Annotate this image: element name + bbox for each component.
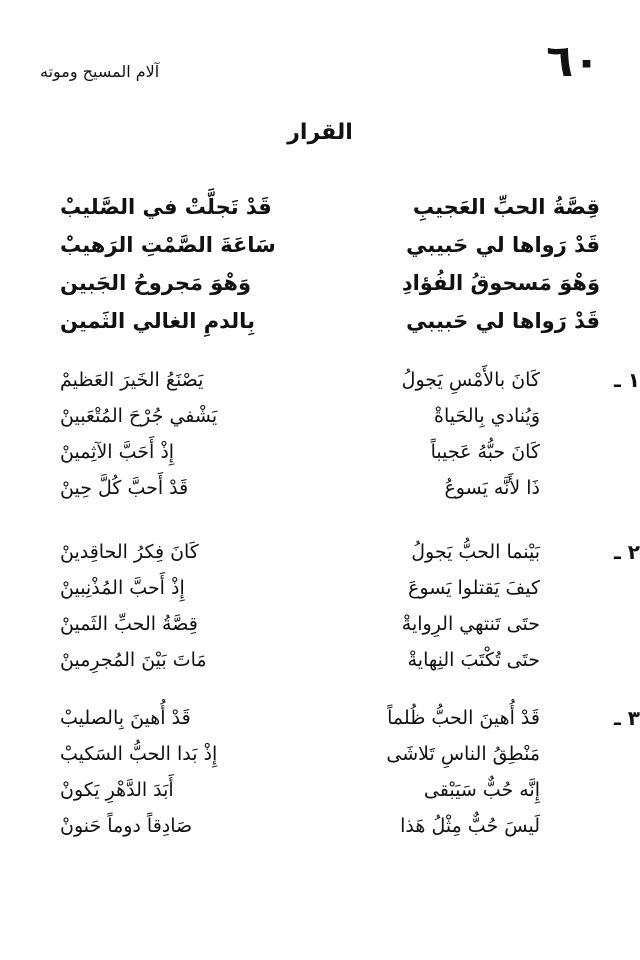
- running-title: آلام المسيح وموته: [40, 62, 160, 81]
- right-hemistich: كَانَ حبُّهُ عَجيباً: [430, 441, 540, 463]
- left-hemistich: إِذْ أَحبَّ المُذْنِبينْ: [60, 577, 185, 599]
- stanza-number: ٣ ـ: [613, 706, 640, 730]
- right-hemistich: كيفَ يَقتلوا يَسوعَ: [408, 577, 540, 599]
- right-hemistich: مَنْطِقُ الناسِ تَلاشَى: [386, 743, 540, 765]
- verse-line: [60, 362, 540, 398]
- verse-line: [60, 570, 540, 606]
- right-hemistich: حتَى تُكْتَبَ النِهايةْ: [407, 649, 540, 671]
- verse-line: [60, 434, 540, 470]
- right-hemistich: بَيْنما الحبُّ يَجولُ: [411, 541, 540, 563]
- verse-line: [60, 808, 540, 844]
- right-hemistich: وَيُنادي بِالحَياةْ: [434, 405, 540, 427]
- stanza-number: ٢ ـ: [613, 540, 640, 564]
- refrain-line: [60, 302, 600, 340]
- refrain-line: [60, 226, 600, 264]
- right-hemistich: ذَا لأَنَّه يَسوعُ: [444, 477, 540, 499]
- left-hemistich: قَدْ أَحبَّ كُلَّ حِينْ: [60, 477, 189, 499]
- verse-line: [60, 606, 540, 642]
- right-hemistich: كَانَ بالأَمْسِ يَجولُ: [401, 369, 540, 391]
- verse-line: [60, 534, 540, 570]
- stanza-lines: [60, 362, 540, 506]
- left-hemistich: كَانَ فِكرُ الحاقِدينْ: [60, 541, 199, 563]
- refrain-left-hemistich: وَهْوَ مَجروحُ الجَبين: [60, 271, 252, 295]
- left-hemistich: قَدْ أُهينَ بِالصليبْ: [60, 707, 191, 729]
- left-hemistich: إِذْ بَدا الحبُّ السَكيبْ: [60, 743, 218, 765]
- stanza-number: ١ ـ: [613, 368, 640, 392]
- right-hemistich: إِنَّه حُبٌّ سَيَبْقى: [423, 779, 540, 801]
- stanza-lines: [60, 700, 540, 844]
- refrain-line: [60, 188, 600, 226]
- verse-line: [60, 470, 540, 506]
- right-hemistich: لَيسَ حُبٌّ مِثْلُ هَذا: [400, 815, 540, 837]
- stanza-lines: [60, 534, 540, 678]
- refrain-right-hemistich: قَدْ رَواها لي حَبيبي: [406, 233, 600, 257]
- left-hemistich: إِذْ أَحَبَّ الآثِمينْ: [60, 441, 175, 463]
- left-hemistich: مَاتَ بَيْنَ المُجرِمينْ: [60, 649, 207, 671]
- refrain-left-hemistich: بِالدمِ الغالي الثَمين: [60, 309, 255, 333]
- refrain-right-hemistich: وَهْوَ مَسحوقُ الفُؤادِ: [401, 271, 600, 295]
- left-hemistich: يَصْنَعُ الخَيرَ العَظيمْ: [60, 369, 204, 391]
- refrain-line: [60, 264, 600, 302]
- left-hemistich: أَبَدَ الدَّهْرِ يَكونْ: [60, 779, 174, 801]
- refrain-right-hemistich: قِصَّةُ الحبِّ العَجيبِ: [412, 195, 600, 219]
- refrain-block: [60, 188, 600, 340]
- verse-line: [60, 700, 540, 736]
- left-hemistich: قِصَّةُ الحبِّ الثَمينْ: [60, 613, 198, 635]
- left-hemistich: يَشْفي جُرْحَ المُتْعَبينْ: [60, 405, 218, 427]
- section-title: القرار: [287, 120, 353, 145]
- right-hemistich: حتَى تَنتهي الرِوايةْ: [401, 613, 540, 635]
- verse-line: [60, 736, 540, 772]
- verse-line: [60, 642, 540, 678]
- page-number: ٦٠: [546, 36, 600, 87]
- right-hemistich: قَدْ أُهينَ الحبُّ ظُلماً: [387, 707, 540, 729]
- verse-line: [60, 398, 540, 434]
- left-hemistich: صَادِقاً دوماً حَنونْ: [60, 815, 193, 837]
- refrain-right-hemistich: قَدْ رَواها لي حَبيبي: [406, 309, 600, 333]
- verse-line: [60, 772, 540, 808]
- refrain-left-hemistich: سَاعَةَ الصَّمْتِ الرَهيبْ: [60, 233, 276, 257]
- refrain-left-hemistich: قَدْ تَجلَّتْ في الصَّليبْ: [60, 195, 272, 219]
